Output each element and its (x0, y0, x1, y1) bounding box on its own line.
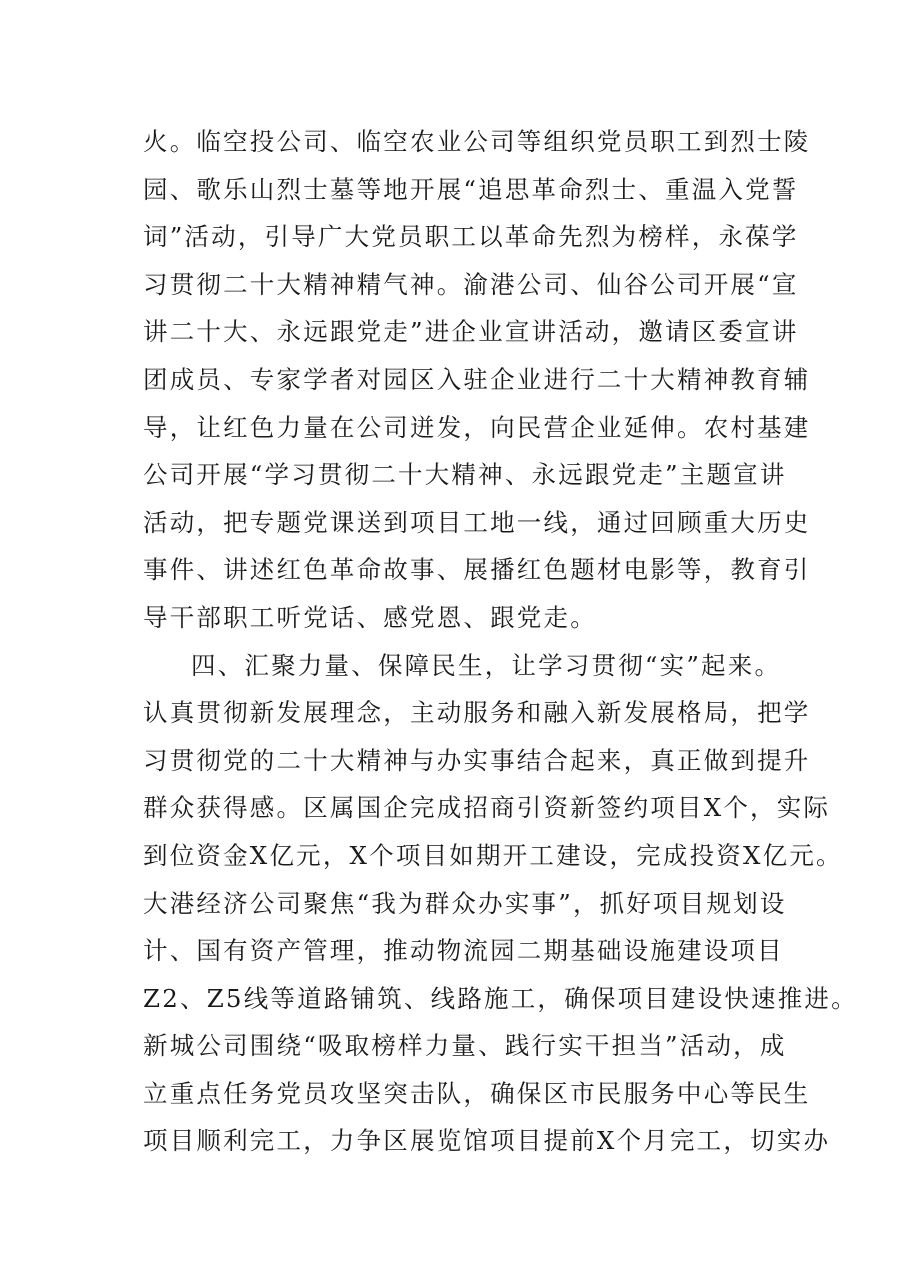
text-line: 到位资金X亿元，X个项目如期开工建设，完成投资X亿元。 (143, 840, 843, 870)
text-line: 园、歌乐山烈士墓等地开展“追思革命烈士、重温入党誓 (143, 174, 799, 204)
text-line: 项目顺利完工，力争区展览馆项目提前X个月完工，切实办 (143, 1126, 831, 1156)
text-line: 讲二十大、永远跟党走”进企业宣讲活动，邀请区委宣讲 (143, 317, 799, 347)
text-line: Z2、Z5线等道路铺筑、线路施工，确保项目建设快速推进。 (143, 983, 858, 1013)
section-heading-line: 四、汇聚力量、保障民生，让学习贯彻“实”起来。 (191, 650, 782, 680)
text-line: 新城公司围绕“吸取榜样力量、践行实干担当”活动，成 (143, 1031, 787, 1061)
text-line: 习贯彻党的二十大精神与办实事结合起来，真正做到提升 (143, 745, 811, 775)
text-line: 大港经济公司聚焦“我为群众办实事”，抓好项目规划设 (143, 888, 787, 918)
text-line: 团成员、专家学者对园区入驻企业进行二十大精神教育辅 (143, 364, 811, 394)
text-line: 活动，把专题党课送到项目工地一线，通过回顾重大历史 (143, 507, 811, 537)
text-line: 公司开展“学习贯彻二十大精神、永远跟党走”主题宣讲 (143, 460, 787, 490)
text-line: 习贯彻二十大精神精气神。渝港公司、仙谷公司开展“宣 (143, 269, 799, 299)
text-line: 群众获得感。区属国企完成招商引资新签约项目X个，实际 (143, 793, 831, 823)
text-line: 事件、讲述红色革命故事、展播红色题材电影等，教育引 (143, 555, 811, 585)
text-line: 立重点任务党员攻坚突击队，确保区市民服务中心等民生 (143, 1078, 811, 1108)
text-line: 认真贯彻新发展理念，主动服务和融入新发展格局，把学 (143, 698, 811, 728)
text-line: 火。临空投公司、临空农业公司等组织党员职工到烈士陵 (143, 127, 811, 156)
text-line: 导干部职工听党话、感党恩、跟党走。 (143, 602, 597, 632)
text-line: 计、国有资产管理，推动物流园二期基础设施建设项目 (143, 936, 784, 966)
text-line: 词”活动，引导广大党员职工以革命先烈为榜样，永葆学 (143, 222, 799, 252)
text-line: 导，让红色力量在公司迸发，向民营企业延伸。农村基建 (143, 412, 811, 442)
document-body (143, 118, 858, 1165)
